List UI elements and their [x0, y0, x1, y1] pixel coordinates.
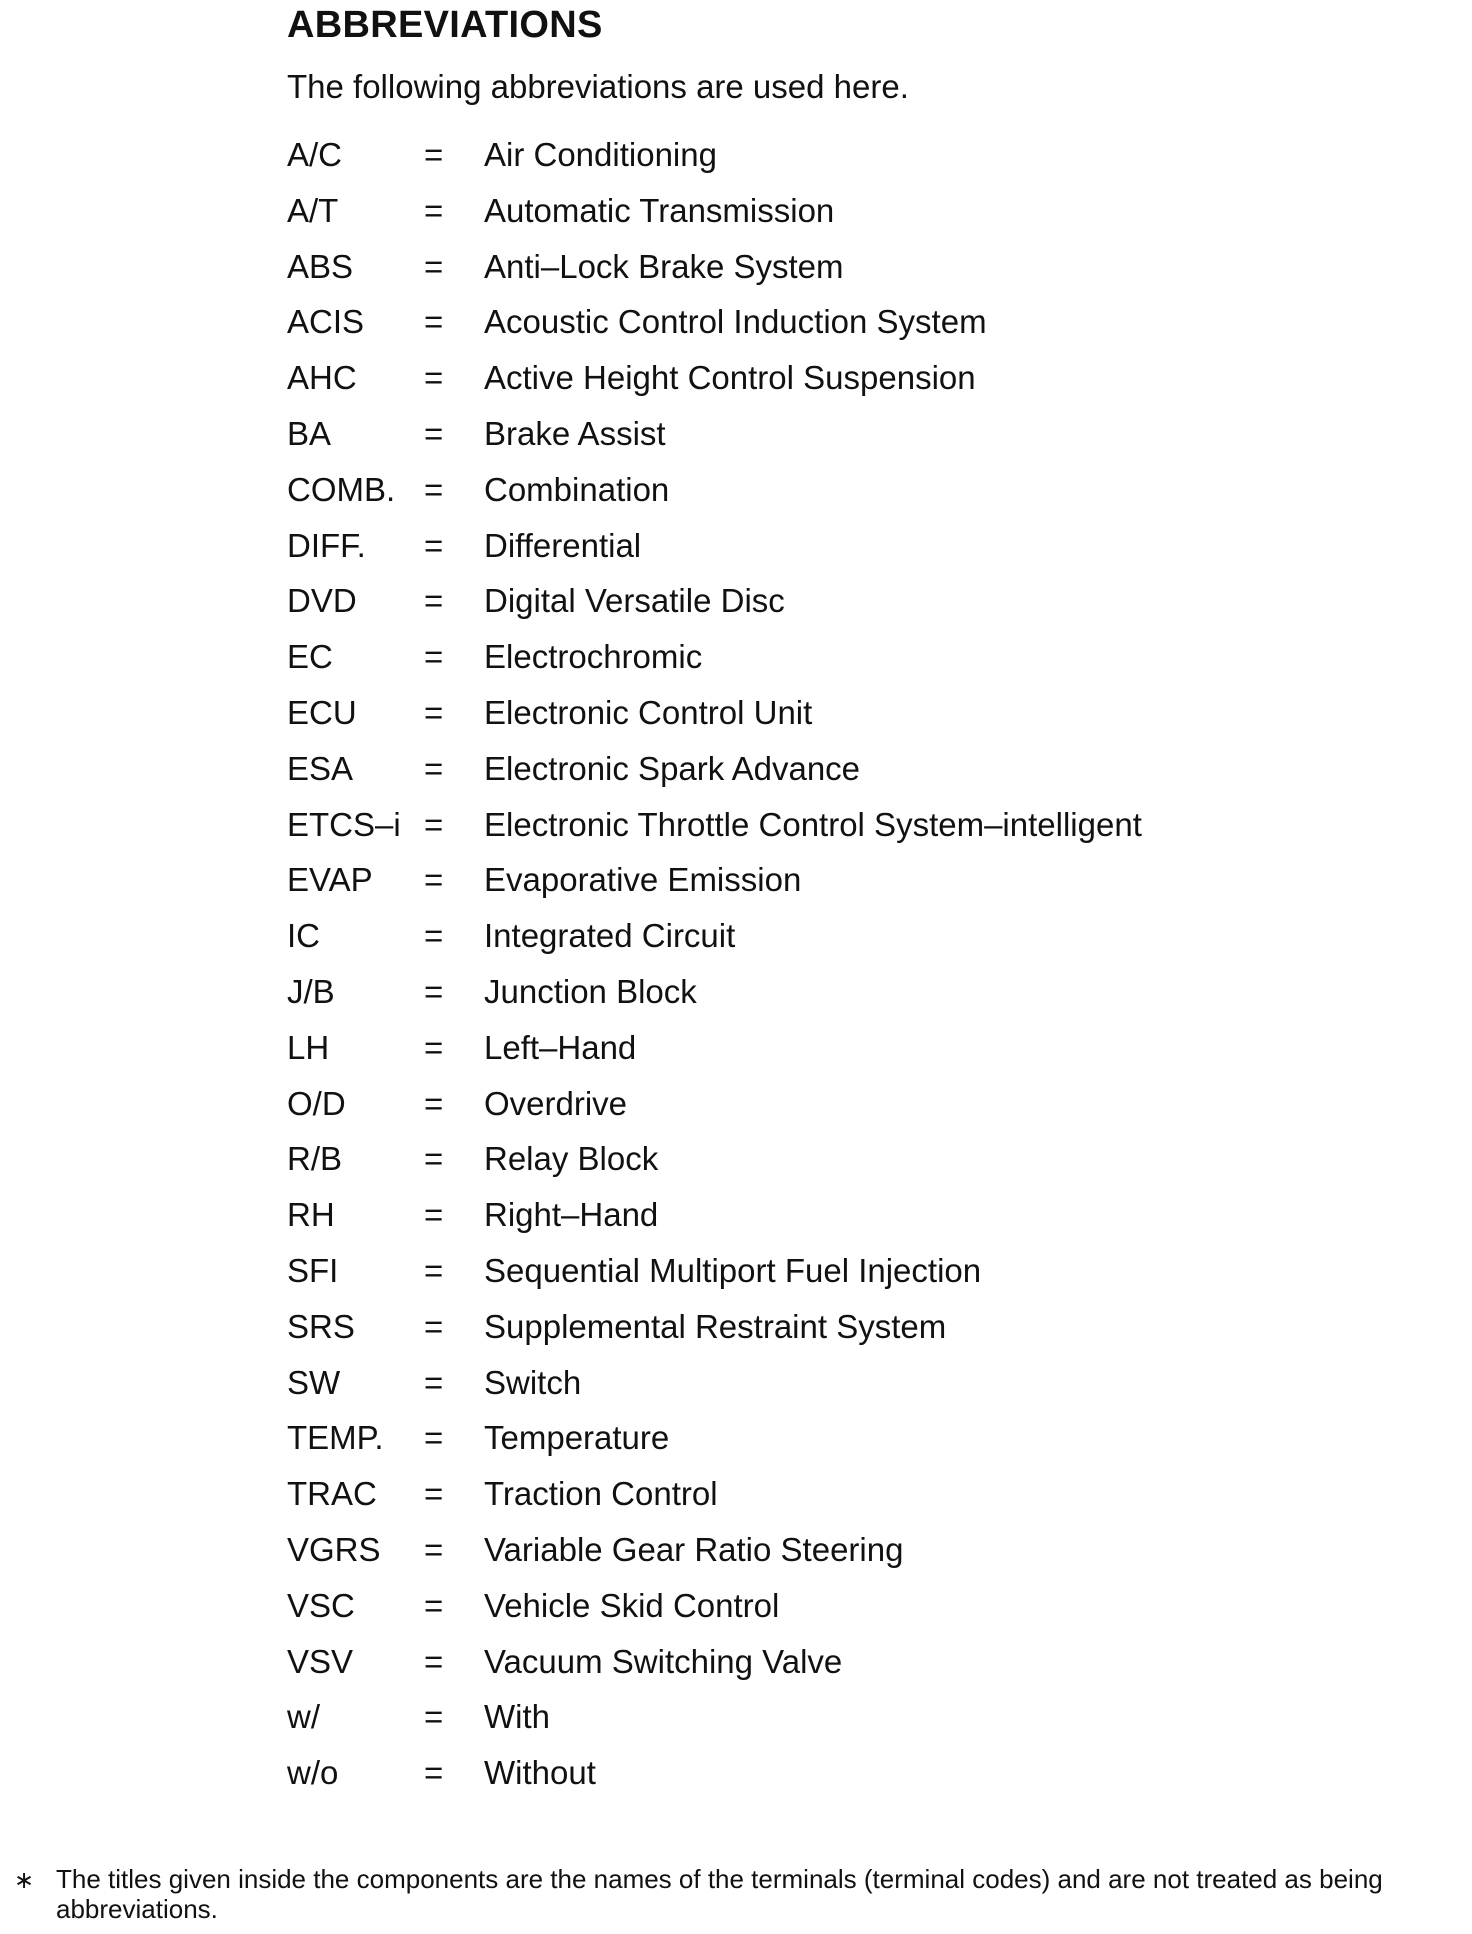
abbreviation-term: ACIS — [287, 303, 365, 341]
abbreviation-term: LH — [287, 1028, 330, 1066]
abbreviation-definition: Left–Hand — [484, 1028, 637, 1066]
abbreviation-definition: Vehicle Skid Control — [484, 1586, 780, 1624]
abbreviation-row — [287, 1248, 1142, 1304]
abbreviation-definition: Temperature — [484, 1419, 670, 1457]
abbreviation-row — [287, 1192, 1142, 1248]
abbreviation-row — [287, 523, 1142, 579]
equals-sign: = — [424, 1140, 444, 1178]
equals-sign: = — [424, 414, 444, 452]
abbreviation-definition: Variable Gear Ratio Steering — [484, 1530, 904, 1568]
abbreviation-term: O/D — [287, 1084, 346, 1122]
abbreviation-definition: Digital Versatile Disc — [484, 582, 785, 620]
abbreviation-row — [287, 634, 1142, 690]
abbreviation-definition: Without — [484, 1754, 596, 1792]
abbreviation-row — [287, 1583, 1142, 1639]
intro-text: The following abbreviations are used here. — [287, 68, 909, 105]
equals-sign: = — [424, 1363, 444, 1401]
abbreviation-row — [287, 467, 1142, 523]
abbreviation-row — [287, 1136, 1142, 1192]
abbreviation-term: w/ — [287, 1698, 320, 1736]
equals-sign: = — [424, 1698, 444, 1736]
abbreviation-definition: Differential — [484, 526, 642, 564]
abbreviation-term: A/C — [287, 136, 343, 173]
abbreviation-term: BA — [287, 414, 332, 452]
abbreviation-definition: Right–Hand — [484, 1196, 659, 1234]
abbreviation-row — [287, 244, 1142, 300]
abbreviation-term: ETCS–i — [287, 805, 401, 843]
abbreviation-definition: Switch — [484, 1363, 582, 1401]
equals-sign: = — [424, 972, 444, 1010]
abbreviation-definition: Sequential Multiport Fuel Injection — [484, 1251, 982, 1289]
abbreviation-term: VSV — [287, 1642, 354, 1680]
abbreviation-definition: Electronic Control Unit — [484, 693, 813, 731]
abbreviation-definition: Overdrive — [484, 1084, 628, 1122]
abbreviation-definition: Air Conditioning — [484, 136, 717, 173]
abbreviation-row — [287, 132, 1142, 188]
abbreviation-term: VSC — [287, 1586, 355, 1624]
abbreviation-definition: Electronic Spark Advance — [484, 749, 861, 787]
abbreviation-term: IC — [287, 917, 320, 955]
abbreviation-row — [287, 690, 1142, 746]
equals-sign: = — [424, 1586, 444, 1624]
abbreviation-row — [287, 299, 1142, 355]
equals-sign: = — [424, 1475, 444, 1513]
equals-sign: = — [424, 359, 444, 397]
abbreviation-row — [287, 1639, 1142, 1695]
abbreviation-definition: Traction Control — [484, 1475, 718, 1513]
footnote-text: The titles given inside the components are the names of the terminals (terminal codes) and are not treated as being abbreviations. — [56, 1864, 1383, 1924]
abbreviation-row — [287, 578, 1142, 634]
abbreviation-definition: Combination — [484, 470, 670, 508]
abbreviation-definition: Evaporative Emission — [484, 861, 802, 899]
abbreviation-term: ESA — [287, 749, 354, 787]
equals-sign: = — [424, 1084, 444, 1122]
abbreviation-definition: Anti–Lock Brake System — [484, 247, 844, 285]
equals-sign: = — [424, 693, 444, 731]
abbreviation-definition: Acoustic Control Induction System — [484, 303, 987, 341]
abbreviation-row — [287, 1304, 1142, 1360]
equals-sign: = — [424, 749, 444, 787]
equals-sign: = — [424, 638, 444, 676]
abbreviation-definition: Brake Assist — [484, 414, 666, 452]
abbreviation-row — [287, 1415, 1142, 1471]
abbreviation-term: R/B — [287, 1140, 343, 1178]
equals-sign: = — [424, 1419, 444, 1457]
equals-sign: = — [424, 917, 444, 955]
equals-sign: = — [424, 303, 444, 341]
abbreviation-term: EC — [287, 638, 333, 676]
abbreviation-definition: Active Height Control Suspension — [484, 359, 976, 397]
equals-sign: = — [424, 582, 444, 620]
abbreviation-definition: Electrochromic — [484, 638, 703, 676]
abbreviation-term: A/T — [287, 191, 339, 229]
abbreviation-list — [287, 132, 1142, 1806]
abbreviation-term: ABS — [287, 247, 354, 285]
equals-sign: = — [424, 191, 444, 229]
abbreviation-row — [287, 969, 1142, 1025]
equals-sign: = — [424, 470, 444, 508]
equals-sign: = — [424, 1251, 444, 1289]
abbreviation-row — [287, 411, 1142, 467]
equals-sign: = — [424, 136, 444, 173]
abbreviation-row — [287, 1750, 1142, 1806]
abbreviation-row — [287, 1081, 1142, 1137]
abbreviation-definition: Integrated Circuit — [484, 917, 736, 955]
abbreviation-row — [287, 1527, 1142, 1583]
abbreviation-term: SFI — [287, 1251, 339, 1289]
abbreviation-definition: Vacuum Switching Valve — [484, 1642, 843, 1680]
abbreviation-term: J/B — [287, 972, 335, 1010]
footnote — [14, 1864, 1454, 1924]
abbreviation-row — [287, 802, 1142, 858]
abbreviation-term: RH — [287, 1196, 335, 1234]
equals-sign: = — [424, 1530, 444, 1568]
abbreviation-row — [287, 746, 1142, 802]
abbreviation-definition: Supplemental Restraint System — [484, 1307, 947, 1345]
abbreviation-row — [287, 1025, 1142, 1081]
abbreviation-term: TRAC — [287, 1475, 377, 1513]
abbreviation-row — [287, 355, 1142, 411]
abbreviation-definition: Relay Block — [484, 1140, 659, 1178]
abbreviation-term: SRS — [287, 1307, 355, 1345]
abbreviation-definition: Automatic Transmission — [484, 191, 835, 229]
abbreviation-row — [287, 188, 1142, 244]
page-title: ABBREVIATIONS — [287, 4, 603, 46]
abbreviation-row — [287, 857, 1142, 913]
abbreviation-term: DIFF. — [287, 526, 366, 564]
equals-sign: = — [424, 1028, 444, 1066]
abbreviation-term: TEMP. — [287, 1419, 384, 1457]
footnote-asterisk: ∗ — [14, 1867, 35, 1894]
abbreviation-term: AHC — [287, 359, 357, 397]
abbreviation-term: ECU — [287, 693, 357, 731]
abbreviation-row — [287, 913, 1142, 969]
equals-sign: = — [424, 247, 444, 285]
equals-sign: = — [424, 1754, 444, 1792]
equals-sign: = — [424, 1642, 444, 1680]
abbreviation-term: EVAP — [287, 861, 373, 899]
abbreviation-row — [287, 1360, 1142, 1416]
abbreviation-term: DVD — [287, 582, 357, 620]
abbreviation-definition: Junction Block — [484, 972, 697, 1010]
equals-sign: = — [424, 861, 444, 899]
equals-sign: = — [424, 805, 444, 843]
abbreviation-term: COMB. — [287, 470, 396, 508]
abbreviation-definition: With — [484, 1698, 550, 1736]
equals-sign: = — [424, 1307, 444, 1345]
abbreviation-definition: Electronic Throttle Control System–intelligent — [484, 805, 1142, 843]
abbreviation-row — [287, 1471, 1142, 1527]
abbreviation-term: w/o — [287, 1754, 339, 1792]
equals-sign: = — [424, 1196, 444, 1234]
abbreviation-row — [287, 1694, 1142, 1750]
abbreviation-term: SW — [287, 1363, 341, 1401]
abbreviation-term: VGRS — [287, 1530, 381, 1568]
equals-sign: = — [424, 526, 444, 564]
